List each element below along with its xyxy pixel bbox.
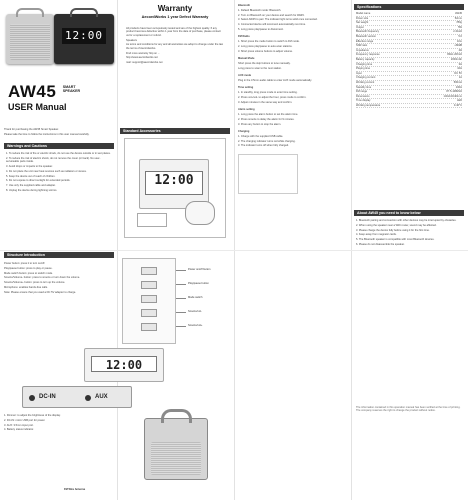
warranty-paragraph: Speakers [126,38,137,42]
text-line: 4. Connected device will reconnect automatically next time. [238,23,306,27]
text-line: 3. Select AW45 to pair. The indicator light turns solid once connected. [238,18,318,22]
accessories-image-frame [124,138,226,238]
warnings-panel [4,143,114,243]
note-line: 2. When using the speaker near a WiFi router, sound may be affected. [356,223,437,227]
notes-header: About AW45 you need to know below [354,210,464,216]
spec-value: 5.0 [458,34,462,38]
specs-panel [354,4,464,204]
product-subtitle [63,85,80,93]
spec-label: Working current [356,80,375,84]
structure-item: Snooze/Volume+ button: press to turn up the volume. [4,281,66,285]
spec-label: Input [356,71,362,75]
text-line: 1. In standby, long press mode to enter time setting. [238,91,298,95]
charging-illustration [238,154,298,194]
spec-label: Net weight [356,21,369,25]
text-line: 3. The indicator turns off when fully charged. [238,144,289,148]
warning-item: 4. Do not place the unit near heat sources such as radiators or stoves. [6,169,87,173]
structure-item: Power button: press it to turn on/off. [4,262,46,265]
spec-value: 0-40°C [453,103,462,107]
spec-label: Working temperature [356,103,381,107]
spec-value: 52mm [454,16,462,20]
text-line: 3. Adjust minutes in the same way and confirm. [238,100,293,104]
spec-value: 10H [457,67,462,71]
usb-cable-image [185,201,215,225]
spec-label: Bluetooth version [356,34,377,38]
text-line: 1. Long press the alarm button to set the alarm time. [238,112,299,116]
text-line: 5. Long press play/pause to disconnect. [238,27,284,31]
structure-item: Play/pause button: press to play or pause. [4,266,53,270]
callout-label: Snooze/vol- [188,310,202,313]
section-header: Bluetooth [238,4,251,7]
top-view-diagram [122,258,176,344]
structure-header: Structure Introduction [4,252,114,258]
structure-item: 3. AUX: 3.5mm input port. [4,423,34,427]
spec-label: Standby time [356,85,372,89]
note-line: 5. The Bluetooth speaker is compatible with most Bluetooth devices. [356,238,435,242]
note-line: 6. Please do not disassemble the speaker. [356,242,405,246]
warranty-body [120,27,230,65]
play-button-diagram [141,281,157,289]
front-display-diagram [84,348,164,382]
warnings-list [4,149,114,197]
spec-label: Output [356,25,364,29]
warranty-paragraph: As terms and conditions for any and all warranties we adopt to change under the law the terms of Aecordworks. [126,43,224,50]
intro-text [4,128,114,142]
dc-in-label: DC-IN [39,394,56,400]
callout-label: Play/pause button [188,282,209,285]
spec-value: ≥80dB [454,44,462,48]
spec-value: 780g [456,21,462,25]
notes-list [354,216,464,251]
text-line: 2. Press vol+/vol- to adjust the hour, press mode to confirm. [238,95,307,99]
spec-value: 80Hz-20KHz [447,53,462,57]
text-line: 1. Short press the mode button to switch to FM mode. [238,40,300,44]
fm-antenna-label: FM Wire Antenna [64,488,86,491]
mode-button-diagram [141,295,157,303]
fold-line-horizontal [0,250,468,251]
bottom-structure-list [4,414,112,433]
text-line: 3. Press any button to stop the alarm. [238,122,282,126]
spec-value: 100H [455,85,462,89]
warranty-panel [120,4,230,124]
vol-down-button-diagram [141,309,157,317]
warranty-paragraph: Find more warranty http on ... [126,51,160,55]
structure-note: Note: Please ensure that you used a DC 5V adapter to charge. [4,290,77,294]
callout-label: Power on/off button [188,268,211,271]
spec-label: Driver size [356,16,369,20]
section-header: FM Radio [238,35,250,39]
cover-title [8,82,118,118]
warning-item: 2. To reduce the risk of electric shock, do not remove the cover (or back). No user-serviceable parts inside. [6,156,101,164]
structure-item: Microphone: enables hands-free calls. [4,285,48,289]
spec-value: 146x100x90mm [443,94,462,98]
specs-header: Specifications [354,4,464,10]
clock-display: 12:00 [145,171,202,195]
section-header: Manual Mode [238,57,255,61]
spec-label: Dimensions [356,94,370,98]
warning-item: 8. Unplug the device during lightning storms. [6,188,58,192]
structure-item: 2. DC-IN: micro USB port for power. [4,418,46,422]
spec-row [356,104,462,109]
aux-port-icon [85,395,91,401]
spec-value: DC 5V [454,71,462,75]
warning-item: 3. Avoid drops or impacts to the speaker. [6,165,53,168]
text-line: 1. Default Bluetooth mode: Bluetooth. [238,8,282,12]
spec-value: 10m [456,39,462,43]
spec-label: Frequency response [356,53,380,57]
note-line: 1. Bluetooth pairing and connection with other devices may be interrupted by obstacles. [356,219,457,222]
dc-port-icon [29,395,35,401]
front-display-time: 12:00 [91,356,157,372]
back-panel-diagram [22,386,132,408]
structure-item: 1. Dimmer: to adjust the brightness of the display. [4,414,61,417]
callout-label: Snooze/vol+ [188,324,203,327]
warranty-link[interactable]: http://www.aecordworks.net [126,56,158,60]
text-line: 1. Charge with the supplied USB cable. [238,134,284,138]
spec-value: LED [456,99,462,103]
accessories-panel [120,128,230,244]
clock-display: 12:00 [62,28,106,44]
warning-item: 6. Do not expose to direct sunlight for extended periods. [6,179,71,183]
spec-value: 87.5-108MHz [446,90,462,94]
spec-value: 1A [458,76,462,80]
warning-item: 7. Use only the supplied cable and adapter. [6,184,56,188]
subtitle-line2: SPEAKER [62,89,81,94]
section-header: Alarm setting [238,108,255,112]
structure-panel [4,252,230,496]
callout-line [176,312,186,313]
aux-label: AUX [95,394,108,400]
warning-item: 5. Keep the device out of reach of children. [6,174,56,178]
warranty-email[interactable]: mail: support@aecordworks.net [126,61,163,65]
spec-label: FM range [356,90,368,94]
spec-value: 3H [458,62,462,66]
text-line: 2. Press snooze to delay the alarm for 9 minutes. [238,117,295,121]
structure-item: Snooze/Volume- button: press to snooze or turn down the volume. [4,276,80,280]
spec-value: 500mA [453,80,462,84]
spec-label: Charging time [356,62,373,66]
manual-title: USER Manual [8,102,67,112]
speaker-grey-image [6,14,54,64]
warranty-title: Warranty [157,4,193,13]
callout-line [176,298,186,299]
structure-item: Mode switch button: press to switch mode. [4,271,53,275]
warnings-header: Warnings and Cautions [4,143,114,149]
text-line: 3. Short press volume buttons to adjust volume. [238,49,293,53]
spec-label: Impedance [356,48,369,52]
speaker-side-view [144,418,208,480]
note-line: 3. Please charge the device fully before using it for the first time. [356,228,430,232]
accessories-header: Standard Accessories [120,128,230,134]
text-line: Long press to scan to the next station. [238,66,282,70]
section-header: AUX mode [238,74,252,78]
spec-label: Effective range [356,39,374,43]
vol-up-button-diagram [141,323,157,331]
spec-label: Battery capacity [356,57,375,61]
text-line: 2. Long press play/pause to auto-scan stations. [238,44,293,48]
speaker-black-image [54,14,114,64]
warranty-subtitle: AecordWorks 1 year Defect Warranty [141,15,209,19]
spec-value: 2.4GHz [453,30,462,34]
callout-label: Mode switch [188,296,203,299]
specs-table [354,10,464,110]
structure-list [4,262,112,296]
model-name: AW45 [8,82,57,101]
note-line: 4. Keep away from magnetic cards. [356,233,397,237]
text-line: 2. The charging indicator turns red while charging. [238,139,296,143]
spec-label: Time display [356,99,371,103]
spec-label: Charging current [356,76,376,80]
text-line: Short press the skip buttons to tune manually. [238,61,291,65]
footnote: The information contained in this operation manual has been verified at the time of printing. The company reserves the right to change the product without notice. [356,406,461,413]
spec-label: SNR ratio [356,44,368,48]
spec-label: Model name [356,12,371,15]
text-line: 2. Turn on Bluetooth on your device and search for AW45. [238,13,305,17]
manual-booklet-image [137,213,167,227]
notes-panel [354,210,464,496]
spec-value: 2000mAh [450,57,462,61]
text-line: Plug in the 3.5mm audio cable to enter AUX mode automatically. [238,78,312,82]
product-photo [4,4,116,74]
callout-line [176,326,186,327]
intro-line: Thank for purchasing the AW45 Smart Speaker. [4,128,59,131]
warranty-paragraph: All products have been scrupulously tested and are of the highest quality. If any product becomes defective within 1 year from the date of purchase, please contact us for a replacement or refund. [126,27,221,37]
section-header: Charging [238,129,250,133]
subtitle-line1: SMART [62,85,76,89]
structure-item: 4. Battery status indicator. [4,428,34,432]
spec-value: 4Ω [458,48,462,52]
spec-label: Playing time [356,67,371,71]
spec-value: 5W [458,25,462,29]
callout-line [176,284,186,285]
spec-value: AW45 [455,12,462,15]
intro-line: Please take the time to follow the instructions in this user manual carefully. [4,132,90,136]
section-header: Time setting [238,86,254,90]
power-button-diagram [141,267,157,275]
callout-line [176,270,186,271]
spec-label: Bluetooth frequency [356,30,380,34]
warning-item: 1. To reduce the risk of fire or electric shock, do not use the device outside or in wet places. [6,152,111,155]
